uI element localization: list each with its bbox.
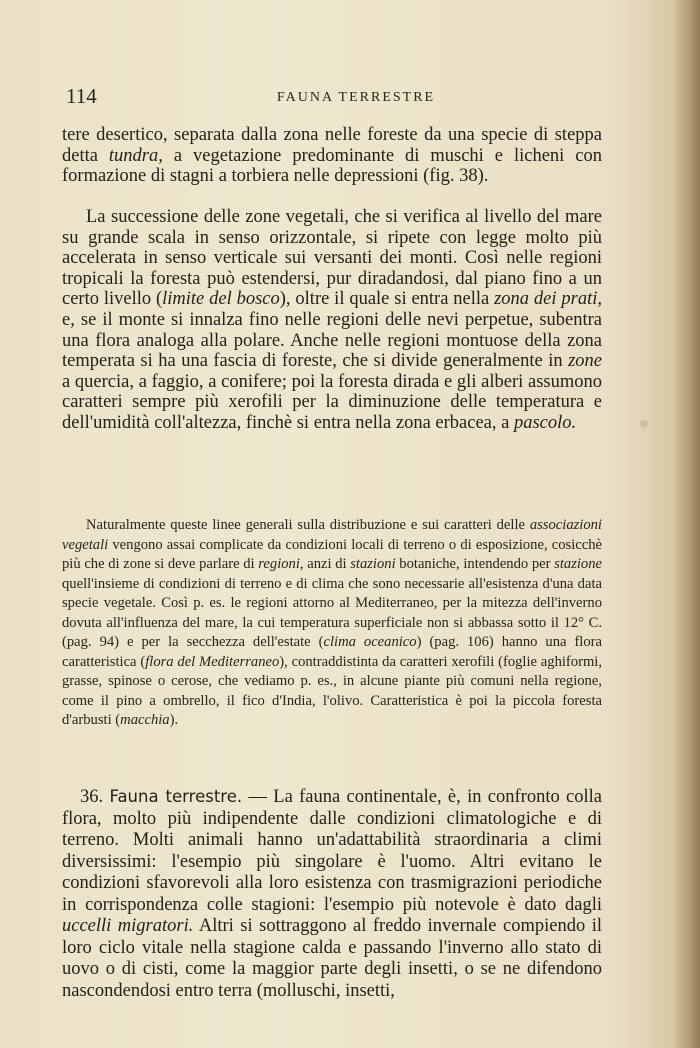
text-run: ). xyxy=(169,712,179,728)
italic-term: flora del Mediterraneo xyxy=(145,653,280,670)
small-print-note xyxy=(62,516,602,731)
paragraph-continuation xyxy=(62,125,602,187)
text-run: quell'insieme di condizioni di terreno e di clima che sono necessarie all'esistenza d'una data specie vegetale. Così p. es. le regioni attorno al Mediterraneo, per la mitezza dell'inverno dovuta all'influenza del mare, la cui temperatura superficiale non si abbassa sotto il 12° C. (pag. 94) e per la secchezza dell'estate ( xyxy=(62,575,602,650)
section-title: Fauna terrestre. xyxy=(109,787,243,806)
text-run: botaniche, intendendo per xyxy=(395,556,555,572)
italic-term: regioni, xyxy=(258,556,304,572)
text-run: ), contraddistinta da caratteri xerofili (foglie aghiformi, grasse, spinose o cerose, che vediamo p. es., in alcune piante più comuni nella regione, come il pino a ombrello, il fico d'India, l'olivo. Caratteristica è poi la piccola foresta d'arbusti ( xyxy=(62,653,603,728)
text-run: ) (pag. 106) hanno una flora caratteristica ( xyxy=(62,634,602,670)
italic-term: stazioni xyxy=(350,556,396,572)
foxing-spot xyxy=(640,420,648,428)
italic-term: pascolo. xyxy=(513,412,577,433)
text-run: vengono assai complicate da condizioni locali di terreno o di esposizione, cosicchè più che di zone si deve parlare di xyxy=(62,536,602,572)
section-number: 36. xyxy=(80,787,104,807)
text-run: Naturalmente queste linee generali sulla distribuzione e sui caratteri delle xyxy=(86,517,530,533)
page-header xyxy=(66,84,606,112)
italic-term: clima oceanico xyxy=(323,634,417,650)
paragraph-vegetation-zones xyxy=(62,207,602,434)
page-number: 114 xyxy=(66,84,97,108)
italic-term: stazione xyxy=(554,556,603,572)
text-run: ), oltre il quale si entra nella xyxy=(279,289,495,310)
italic-term: associazioni vegetali xyxy=(62,517,602,553)
section-fauna-terrestre xyxy=(62,786,602,1002)
italic-term: limite del bosco xyxy=(162,289,280,310)
text-run: e, se il monte si innalza fino nelle regioni delle nevi perpetue, subentra una flora analoga alla polare. Anche nelle regioni montuose della zona temperata si ha una fascia di foreste, che si divide generalmente in xyxy=(62,309,602,372)
text-run: a quercia, a faggio, a conifere; poi la foresta dirada e gli alberi assumono caratteri sempre più xerofili per la diminuzione delle temperatura e dell'umidità coll'altezza, finchè si entra nella zona erbacea, a xyxy=(62,371,602,433)
text-run: a vegetazione predominante di muschi e licheni con formazione di stagni a torbiera nelle depressioni (fig. 38). xyxy=(62,145,602,187)
text-run: tere desertico, separata dalla zona nelle foreste da una specie di steppa detta xyxy=(62,125,602,166)
italic-term: uccelli migratori. xyxy=(62,916,194,936)
text-run: anzi di xyxy=(303,556,351,572)
running-head: FAUNA TERRESTRE xyxy=(276,90,436,105)
italic-term: macchia xyxy=(120,712,170,728)
text-run: — La fauna continentale, è, in confronto colla flora, molto più indipendente dalle condizioni climatologiche e di terreno. Molti animali hanno un'adattabilità straordinaria a climi diversissimi: l'esempio più singolare è l'uomo. Altri evitano le condizioni sfavorevoli alla loro esistenza con trasmigrazioni periodiche in corrispondenza colle stagioni: l'esempio più notevole è dato dagli xyxy=(62,787,602,915)
italic-term: tundra, xyxy=(108,145,163,166)
italic-term: zona dei prati, xyxy=(494,289,602,310)
page-edge-shadow xyxy=(674,0,700,1048)
text-run: La successione delle zone vegetali, che si verifica al livello del mare su grande scala in senso orizzontale, si ripete con legge molto più accelerata in senso verticale sui versanti dei monti. Così nelle regioni tropicali la foresta può estendersi, pur diradandosi, dal piano fino a un certo livello ( xyxy=(62,207,602,310)
text-run: Altri si sottraggono al freddo invernale compiendo il loro ciclo vitale nella stagione calda e passando l'inverno allo stato di uovo o di cisti, come la maggior parte degli insetti, o se ne difendono nascondendosi entro terra (molluschi, insetti, xyxy=(62,916,602,1001)
italic-term: zone xyxy=(568,351,602,372)
